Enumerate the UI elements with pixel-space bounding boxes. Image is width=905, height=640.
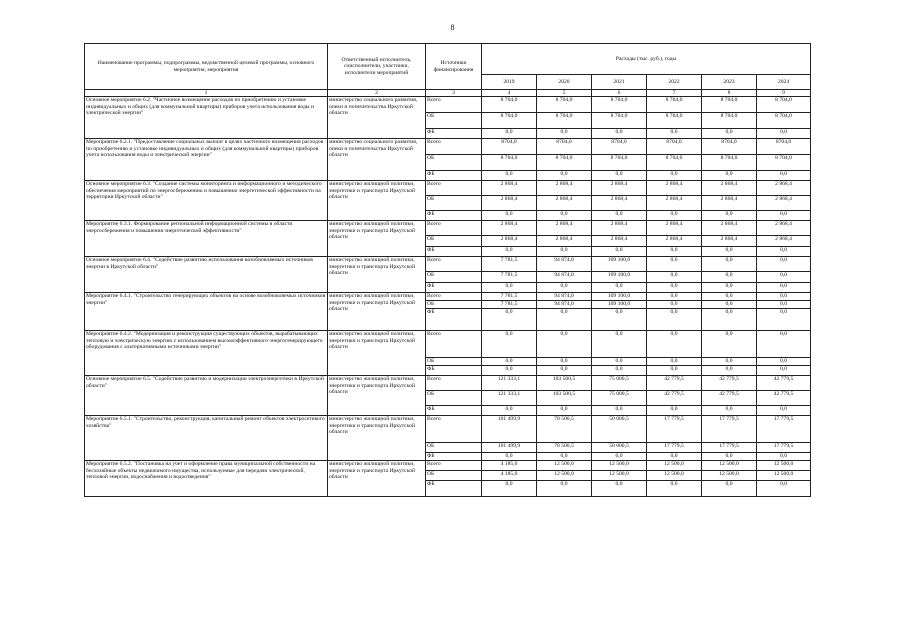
funding-source: ФБ: [426, 309, 482, 331]
header-expenses: Расходы (тыс. руб.), годы: [482, 44, 811, 75]
responsible-executor: министерство жилищной политики, энергетики и транспорта Иркутской области: [328, 461, 426, 497]
expense-value: 17 779,5: [647, 443, 702, 453]
table-row: [85, 97, 811, 113]
expense-value: 2 868,4: [647, 196, 702, 211]
expense-value: 42 779,5: [647, 376, 702, 391]
responsible-executor: министерство жилищной политики, энергетики и транспорта Иркутской области: [328, 181, 426, 221]
expense-value: 0,0: [647, 272, 702, 283]
funding-source: ОБ: [426, 301, 482, 309]
expense-value: 0,0: [592, 406, 647, 416]
expense-value: 0,0: [757, 301, 811, 309]
expense-value: 94 874,0: [537, 257, 592, 272]
expense-value: 4 185,0: [482, 471, 537, 481]
expense-value: 0,0: [592, 481, 647, 497]
responsible-executor: министерство жилищной политики, энергетики и транспорта Иркутской области: [328, 376, 426, 416]
budget-table: [84, 43, 811, 497]
expense-value: 8 704,0: [537, 97, 592, 113]
expense-value: 0,0: [592, 247, 647, 257]
expense-value: 94 874,0: [537, 293, 592, 301]
expense-value: 2 868,4: [482, 236, 537, 247]
expense-value: 0,0: [647, 247, 702, 257]
funding-source: ФБ: [426, 406, 482, 416]
expense-value: 42 779,5: [757, 391, 811, 406]
table-row: [85, 257, 811, 272]
column-index: 5: [537, 90, 592, 97]
expense-value: 0,0: [757, 481, 811, 497]
expense-value: 78 500,5: [537, 416, 592, 443]
expense-value: 0,0: [702, 211, 757, 221]
header-year: 2021: [592, 75, 647, 90]
expense-value: 2 868,4: [757, 196, 811, 211]
expense-value: 94 874,0: [537, 272, 592, 283]
expense-value: 2 868,4: [702, 196, 757, 211]
expense-value: 0,0: [702, 453, 757, 461]
expense-value: 0,0: [537, 453, 592, 461]
expense-value: 2 868,4: [592, 196, 647, 211]
expense-value: 2 868,4: [647, 181, 702, 196]
expense-value: 0,0: [702, 358, 757, 366]
expense-value: 121 333,1: [482, 376, 537, 391]
expense-value: 0,0: [757, 272, 811, 283]
column-index: 1: [85, 90, 328, 97]
expense-value: 2 868,4: [647, 236, 702, 247]
table-row: [85, 293, 811, 301]
expense-value: 2 868,4: [482, 196, 537, 211]
expense-value: 8 704,0: [702, 155, 757, 171]
funding-source: ФБ: [426, 453, 482, 461]
funding-source: ФБ: [426, 211, 482, 221]
expense-value: 0,0: [592, 171, 647, 181]
funding-source: ФБ: [426, 283, 482, 293]
expense-value: 103 500,5: [537, 376, 592, 391]
funding-source: Всего: [426, 257, 482, 272]
header-source: Источники финансирования: [426, 44, 482, 90]
expense-value: 109 100,0: [592, 301, 647, 309]
funding-source: Всего: [426, 376, 482, 391]
expense-value: 0,0: [757, 358, 811, 366]
expense-value: 75 000,5: [592, 391, 647, 406]
expense-value: 8 704,0: [647, 155, 702, 171]
expense-value: 2 868,4: [757, 181, 811, 196]
funding-source: Всего: [426, 139, 482, 155]
column-index: 2: [328, 90, 426, 97]
expense-value: 7 781,5: [482, 272, 537, 283]
responsible-executor: министерство жилищной политики, энергетики и транспорта Иркутской области: [328, 331, 426, 376]
measure-name: Основное мероприятие 6.4. "Содействие развитию использования возобновляемых источников энергии в Иркутской области": [85, 257, 328, 293]
expense-value: 50 000,5: [592, 416, 647, 443]
funding-source: ФБ: [426, 481, 482, 497]
expense-value: 0,0: [757, 283, 811, 293]
header-year: 2019: [482, 75, 537, 90]
expense-value: 0,0: [647, 366, 702, 376]
expense-value: 0,0: [647, 301, 702, 309]
expense-value: 2 868,4: [482, 221, 537, 236]
measure-name: Основное мероприятие 6.3. "Создание системы мониторинга и информационного и методического обеспечения мероприятий по энергосбережению и повышению энергетической эффективности на территории Иркутской области": [85, 181, 328, 221]
expense-value: 8 704,0: [537, 113, 592, 129]
measure-name: Основное мероприятие 6.5. "Содействие развитию и модернизации электроэнергетики в Иркутской области": [85, 376, 328, 416]
expense-value: 8 704,0: [592, 113, 647, 129]
expense-value: 0,0: [647, 481, 702, 497]
expense-value: 78 500,5: [537, 443, 592, 453]
expense-value: 0,0: [757, 293, 811, 301]
expense-value: 0,0: [592, 129, 647, 139]
expense-value: 0,0: [482, 309, 537, 331]
header-year: 2022: [647, 75, 702, 90]
responsible-executor: министерство жилищной политики, энергетики и транспорта Иркутской области: [328, 293, 426, 331]
expense-value: 8704,0: [757, 139, 811, 155]
expense-value: 8 704,0: [647, 97, 702, 113]
expense-value: 0,0: [482, 129, 537, 139]
expense-value: 0,0: [482, 453, 537, 461]
expense-value: 12 500,0: [702, 471, 757, 481]
expense-value: 0,0: [702, 406, 757, 416]
expense-value: 0,0: [757, 129, 811, 139]
expense-value: 0,0: [702, 293, 757, 301]
expense-value: 0,0: [647, 358, 702, 366]
expense-value: 0,0: [702, 331, 757, 358]
table-row: [85, 221, 811, 236]
header-year: 2024: [757, 75, 811, 90]
expense-value: 17 779,5: [647, 416, 702, 443]
expense-value: 0,0: [537, 358, 592, 366]
expense-value: 8704,0: [592, 139, 647, 155]
expense-value: 0,0: [647, 453, 702, 461]
expense-value: 0,0: [647, 406, 702, 416]
responsible-executor: министерство жилищной политики, энергетики и транспорта Иркутской области: [328, 221, 426, 257]
responsible-executor: министерство социального развития, опеки и попечительства Иркутской области: [328, 139, 426, 181]
expense-value: 17 779,5: [757, 416, 811, 443]
expense-value: 0,0: [482, 358, 537, 366]
expense-value: 0,0: [702, 272, 757, 283]
expense-value: 0,0: [757, 211, 811, 221]
expense-value: 0,0: [757, 453, 811, 461]
expense-value: 0,0: [757, 406, 811, 416]
measure-name: Мероприятие 6.4.1. "Строительство генерирующих объектов на основе возобновляемых источников энергии": [85, 293, 328, 331]
expense-value: 0,0: [647, 283, 702, 293]
expense-value: 0,0: [647, 129, 702, 139]
expense-value: 0,0: [537, 283, 592, 293]
funding-source: ОБ: [426, 358, 482, 366]
expense-value: 8 704,0: [592, 155, 647, 171]
expense-value: 0,0: [647, 309, 702, 331]
table-row: [85, 461, 811, 471]
expense-value: 12 500,0: [647, 471, 702, 481]
expense-value: 17 779,5: [702, 416, 757, 443]
responsible-executor: министерство социального развития, опеки и попечительства Иркутской области: [328, 97, 426, 139]
expense-value: 0,0: [482, 366, 537, 376]
expense-value: 7 781,5: [482, 293, 537, 301]
expense-value: 0,0: [482, 247, 537, 257]
expense-value: 0,0: [757, 366, 811, 376]
expense-value: 0,0: [537, 171, 592, 181]
expense-value: 0,0: [537, 309, 592, 331]
funding-source: Всего: [426, 221, 482, 236]
page-number: 8: [450, 23, 455, 32]
header-year: 2023: [702, 75, 757, 90]
expense-value: 8 704,0: [482, 113, 537, 129]
expense-value: 8 704,0: [592, 97, 647, 113]
expense-value: 0,0: [702, 129, 757, 139]
expense-value: 0,0: [757, 331, 811, 358]
measure-name: Мероприятие 6.5.2. "Постановка на учет и оформление права муниципальной собственности на бесхозяйные объекты недвижимого имущества, используемые для передачи электрической, тепловой энергии, водоснабжения и водоотведения": [85, 461, 328, 497]
funding-source: ФБ: [426, 171, 482, 181]
funding-source: ФБ: [426, 129, 482, 139]
expense-value: 42 779,5: [702, 376, 757, 391]
expense-value: 2 868,4: [702, 221, 757, 236]
expense-value: 0,0: [702, 171, 757, 181]
header-year: 2020: [537, 75, 592, 90]
funding-source: Всего: [426, 97, 482, 113]
expense-value: 2 868,4: [592, 221, 647, 236]
expense-value: 0,0: [647, 211, 702, 221]
funding-source: Всего: [426, 331, 482, 358]
column-index: 6: [592, 90, 647, 97]
expense-value: 0,0: [482, 331, 537, 358]
expense-value: 2 868,4: [537, 236, 592, 247]
funding-source: ОБ: [426, 113, 482, 129]
expense-value: 2 868,4: [757, 236, 811, 247]
funding-source: ОБ: [426, 391, 482, 406]
expense-value: 0,0: [647, 331, 702, 358]
expense-value: 0,0: [592, 358, 647, 366]
expense-value: 0,0: [482, 406, 537, 416]
funding-source: ФБ: [426, 247, 482, 257]
expense-value: 0,0: [537, 406, 592, 416]
funding-source: Всего: [426, 461, 482, 471]
expense-value: 103 500,5: [537, 391, 592, 406]
column-index: 4: [482, 90, 537, 97]
column-index: 9: [757, 90, 811, 97]
header-program: Наименование программы, подпрограммы, ведомственной целевой программы, основного мероприятия, мероприятия: [85, 44, 328, 90]
expense-value: 75 000,5: [592, 376, 647, 391]
expense-value: 2 868,4: [537, 181, 592, 196]
table-body: [85, 97, 811, 497]
expense-value: 7 781,5: [482, 257, 537, 272]
expense-value: 0,0: [702, 481, 757, 497]
expense-value: 2 868,4: [702, 236, 757, 247]
expense-value: 0,0: [482, 171, 537, 181]
expense-value: 2 868,4: [592, 236, 647, 247]
table-row: [85, 416, 811, 443]
funding-source: ОБ: [426, 471, 482, 481]
column-index: 7: [647, 90, 702, 97]
expense-value: 2 868,4: [702, 181, 757, 196]
responsible-executor: министерство жилищной политики, энергетики и транспорта Иркутской области: [328, 257, 426, 293]
expense-value: 0,0: [757, 309, 811, 331]
expense-value: 0,0: [537, 129, 592, 139]
expense-value: 8 704,0: [757, 97, 811, 113]
expense-value: 12 500,0: [757, 461, 811, 471]
expense-value: 2 868,4: [482, 181, 537, 196]
expense-value: 8 704,0: [702, 113, 757, 129]
funding-source: ФБ: [426, 366, 482, 376]
expense-value: 0,0: [537, 481, 592, 497]
expense-value: 94 874,0: [537, 301, 592, 309]
funding-source: ОБ: [426, 272, 482, 283]
expense-value: 0,0: [647, 171, 702, 181]
funding-source: Всего: [426, 181, 482, 196]
expense-value: 8 704,0: [482, 155, 537, 171]
expense-value: 0,0: [647, 257, 702, 272]
expense-value: 2 868,4: [647, 221, 702, 236]
expense-value: 12 500,0: [702, 461, 757, 471]
expense-value: 8 704,0: [757, 113, 811, 129]
expense-value: 4 185,0: [482, 461, 537, 471]
measure-name: Мероприятие 6.3.1. Формирование региональной информационной системы в области энергосбережения и повышения энергетической эффективности": [85, 221, 328, 257]
expense-value: 17 779,5: [757, 443, 811, 453]
expense-value: 12 500,0: [757, 471, 811, 481]
funding-source: Всего: [426, 416, 482, 443]
expense-value: 17 779,5: [702, 443, 757, 453]
expense-value: 8704,0: [702, 139, 757, 155]
expense-value: 8704,0: [647, 139, 702, 155]
table-row: [85, 139, 811, 155]
expense-value: 0,0: [592, 366, 647, 376]
expense-value: 0,0: [537, 331, 592, 358]
expense-value: 42 779,5: [757, 376, 811, 391]
expense-value: 0,0: [592, 331, 647, 358]
table-row: [85, 376, 811, 391]
expense-value: 12 500,0: [592, 471, 647, 481]
measure-name: Мероприятие 6.4.2. "Модернизация и реконструкция существующих объектов, вырабатывающих тепловую и электрическую энергию с использованием высокоэффективного энергогенерирующего оборудования с альтернативными источниками энергии": [85, 331, 328, 376]
expense-value: 0,0: [702, 309, 757, 331]
column-index: 3: [426, 90, 482, 97]
expense-value: 0,0: [702, 301, 757, 309]
expense-value: 0,0: [482, 211, 537, 221]
expense-value: 109 100,0: [592, 293, 647, 301]
expense-value: 8704,0: [482, 139, 537, 155]
expense-value: 0,0: [757, 171, 811, 181]
expense-value: 101 499,9: [482, 416, 537, 443]
expense-value: 8 704,0: [647, 113, 702, 129]
header-responsible: Ответственный исполнитель, соисполнители, участники, исполнители мероприятий: [328, 44, 426, 90]
expense-value: 121 333,1: [482, 391, 537, 406]
expense-value: 42 779,5: [702, 391, 757, 406]
funding-source: ОБ: [426, 236, 482, 247]
expense-value: 0,0: [702, 283, 757, 293]
responsible-executor: министерство жилищной политики, энергетики и транспорта Иркутской области: [328, 416, 426, 461]
expense-value: 0,0: [592, 309, 647, 331]
expense-value: 0,0: [702, 257, 757, 272]
table-row: [85, 331, 811, 358]
expense-value: 7 781,5: [482, 301, 537, 309]
measure-name: Основное мероприятие 6.2. "Частичное возмещение расходов по приобретению и установке индивидуальных и общих (для коммунальной квартиры) приборов учета использования воды и электрической энергии": [85, 97, 328, 139]
expense-value: 2 868,4: [757, 221, 811, 236]
expense-value: 0,0: [757, 257, 811, 272]
expense-value: 12 500,0: [592, 461, 647, 471]
expense-value: 101 499,9: [482, 443, 537, 453]
expense-value: 0,0: [482, 283, 537, 293]
table-row: [85, 181, 811, 196]
expense-value: 0,0: [592, 211, 647, 221]
funding-source: ОБ: [426, 155, 482, 171]
expense-value: 2 868,4: [537, 221, 592, 236]
expense-value: 8 704,0: [482, 97, 537, 113]
expense-value: 2 868,4: [592, 181, 647, 196]
expense-value: 0,0: [757, 247, 811, 257]
expense-value: 0,0: [537, 366, 592, 376]
expense-value: 50 000,5: [592, 443, 647, 453]
expense-value: 109 100,0: [592, 257, 647, 272]
table-header: [85, 44, 811, 97]
expense-value: 0,0: [592, 283, 647, 293]
expense-value: 0,0: [702, 247, 757, 257]
column-index: 8: [702, 90, 757, 97]
expense-value: 0,0: [482, 481, 537, 497]
expense-value: 0,0: [592, 453, 647, 461]
expense-value: 8704,0: [537, 139, 592, 155]
expense-value: 12 500,0: [537, 471, 592, 481]
expense-value: 0,0: [702, 366, 757, 376]
expense-value: 0,0: [647, 293, 702, 301]
expense-value: 2 868,4: [537, 196, 592, 211]
funding-source: Всего: [426, 293, 482, 301]
funding-source: ОБ: [426, 196, 482, 211]
expense-value: 0,0: [537, 211, 592, 221]
expense-value: 0,0: [537, 247, 592, 257]
expense-value: 109 100,0: [592, 272, 647, 283]
expense-value: 12 500,0: [537, 461, 592, 471]
expense-value: 12 500,0: [647, 461, 702, 471]
expense-value: 8 704,0: [702, 97, 757, 113]
expense-value: 8 704,0: [537, 155, 592, 171]
measure-name: Мероприятие 6.2.1. "Предоставление социальных выплат в целях частичного возмещения расходов по приобретению и установке индивидуальных и общих (для коммунальной квартиры) приборов учета использования воды и электрической энергии": [85, 139, 328, 181]
measure-name: Мероприятие 6.5.1. "Строительство, реконструкция, капитальный ремонт объектов электросетевого хозяйства": [85, 416, 328, 461]
expense-value: 8 704,0: [757, 155, 811, 171]
expense-value: 42 779,5: [647, 391, 702, 406]
funding-source: ОБ: [426, 443, 482, 453]
